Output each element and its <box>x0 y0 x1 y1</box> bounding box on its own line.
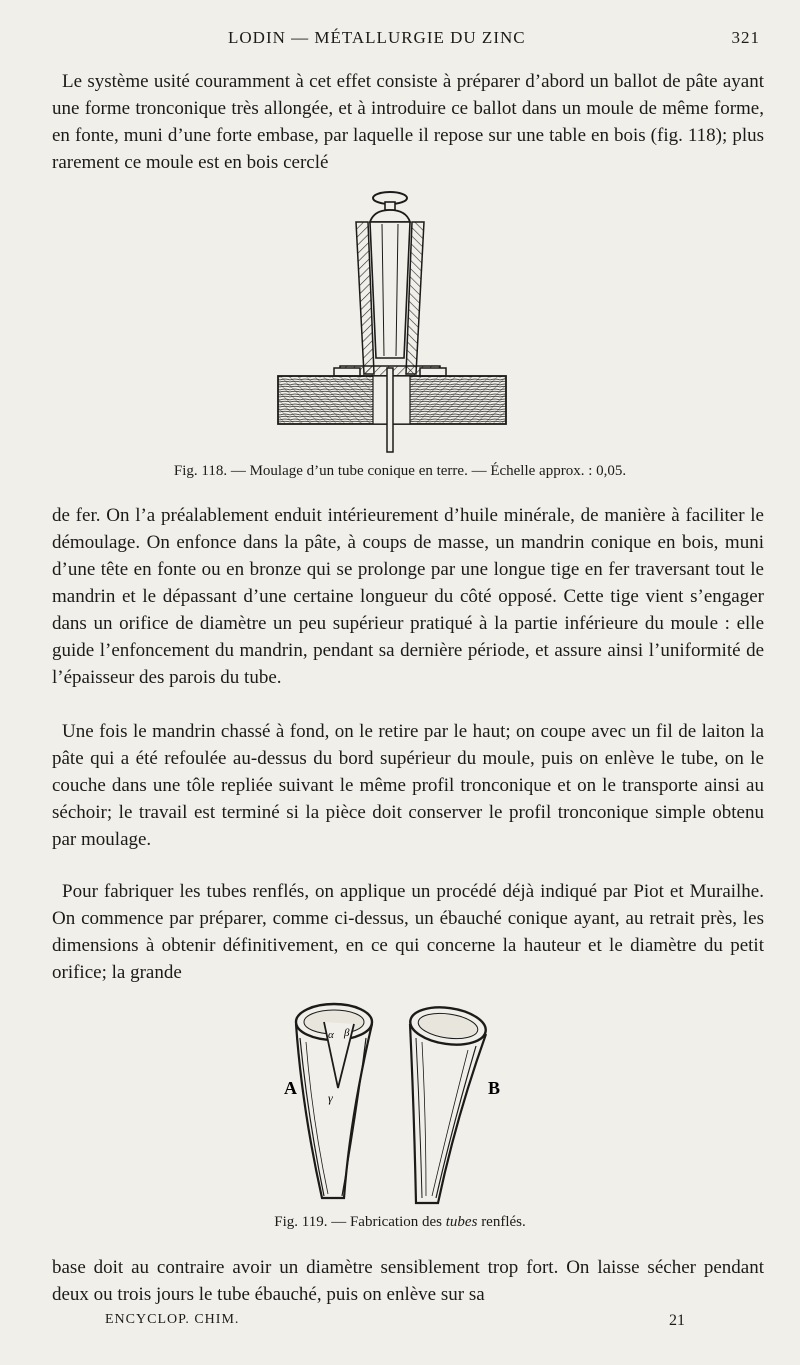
paragraph-1 <box>52 68 764 176</box>
figure-119-caption-italic: tubes <box>445 1214 478 1230</box>
figure-119-caption <box>0 1214 800 1231</box>
running-header <box>60 28 760 54</box>
paragraph-5 <box>52 1254 764 1308</box>
label-a: A <box>284 1078 297 1098</box>
page-footer <box>105 1312 730 1334</box>
footer-sheet-number: 21 <box>669 1312 685 1329</box>
paragraph-3-text: Une fois le mandrin chassé à fond, on le retire par le haut; on coupe avec un fil de laiton la pâte qui a été refoulée au-dessus du bord supérieur du moule, puis on enlève le tube, on le couche dans une tôle repliée suivant le même profil tronconique et on le transporte ainsi au séchoir; le travail est terminé si la pièce doit conserver le profil tronconique simple obtenu par moulage. <box>52 721 764 850</box>
paragraph-2-text: de fer. On l’a préalablement enduit intérieurement d’huile minérale, de manière à faciliter le démoulage. On enfonce dans la pâte, à coups de masse, un mandrin conique en bois, muni d’une tête en fonte ou en bronze qui se prolonge par une longue tige en fer traversant tout le mandrin et le dépassant d’une certaine longueur du côté opposé. Cette tige vient s’engager dans un orifice de diamètre un peu supérieur pratiqué à la partie inférieure du moule : elle guide l’enfoncement du mandrin, pendant sa dernière période, et assure ainsi l’uniformité de l’épaisseur des parois du tube. <box>52 505 764 688</box>
label-gamma: γ <box>328 1091 333 1105</box>
figure-119-caption-suffix: renflés. <box>477 1214 526 1230</box>
paragraph-3 <box>52 718 764 853</box>
paragraph-1-text: Le système usité couramment à cet effet consiste à préparer d’abord un ballot de pâte ayant une forme tronconique très allongée, et à introduire ce ballot dans un moule de même forme, en fonte, muni d’une forte embase, par laquelle il repose sur une table en bois (fig. 118); plus rarement ce moule est en bois cerclé <box>52 71 764 173</box>
running-title: LODIN — MÉTALLURGIE DU ZINC <box>228 28 526 47</box>
figure-119-drawing <box>280 998 510 1213</box>
paragraph-4 <box>52 878 764 986</box>
label-b: B <box>488 1078 501 1098</box>
paragraph-2 <box>52 502 764 691</box>
footer-signature: ENCYCLOP. CHIM. <box>105 1312 240 1327</box>
figure-118 <box>270 188 515 458</box>
figure-119-caption-prefix: Fig. 119. — Fabrication des <box>274 1214 446 1230</box>
label-alpha: α <box>328 1029 334 1041</box>
figure-118-caption: Fig. 118. — Moulage d’un tube conique en terre. — Échelle approx. : 0,05. <box>173 463 627 479</box>
page-number: 321 <box>731 28 760 47</box>
paragraph-4-text: Pour fabriquer les tubes renflés, on applique un procédé déjà indiqué par Piot et Murailhe. On commence par préparer, comme ci-dessus, un ébauché conique ayant, au retrait près, les dimensions à obtenir définitivement, en ce qui concerne la hauteur et le diamètre du petit orifice; la grande <box>52 881 764 983</box>
label-beta: β <box>344 1027 350 1039</box>
paragraph-5-text: base doit au contraire avoir un diamètre sensiblement trop fort. On laisse sécher pendant deux ou trois jours le tube ébauché, puis on enlève sur sa <box>52 1257 764 1305</box>
figure-119 <box>280 998 510 1213</box>
figure-118-drawing <box>270 188 515 458</box>
